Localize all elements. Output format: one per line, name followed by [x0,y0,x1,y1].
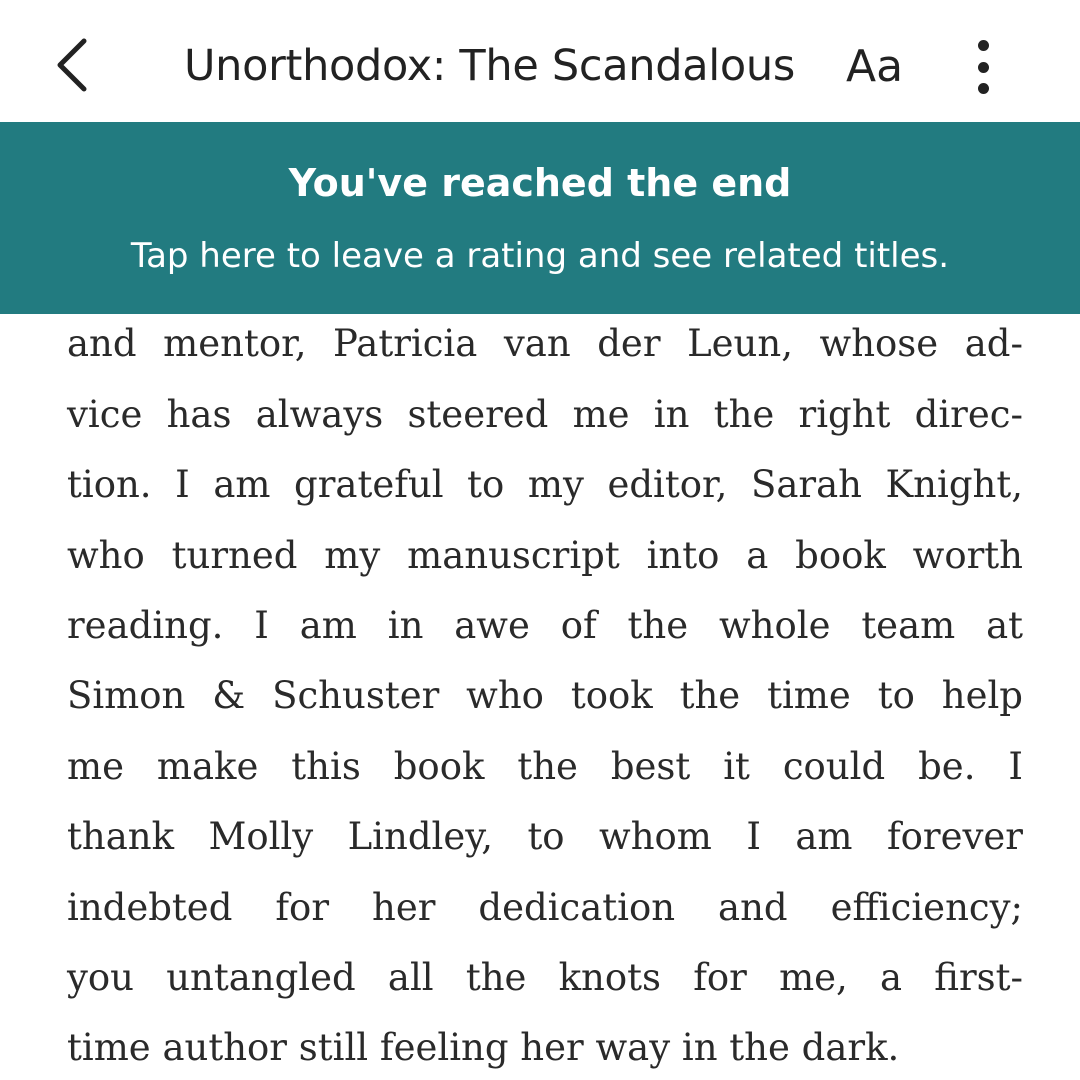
text-line: who turned my manuscript into a book worth [67,533,1023,577]
text-line: Simon & Schuster who took the time to help [67,674,1023,718]
book-title: Unorthodox: The Scandalous [184,41,795,91]
top-app-bar [0,0,1080,122]
text-line: thank Molly Lindley, to whom I am forever [67,815,1023,859]
text-line: and mentor, Patricia van der Leun, whose ad- [67,322,1023,366]
vertical-ellipsis-icon [978,40,989,51]
banner-subtitle: Tap here to leave a rating and see related titles. [130,236,950,276]
vertical-ellipsis-icon [978,83,989,94]
end-of-book-banner[interactable] [0,122,1080,314]
text-line: me make this book the best it could be. I [67,744,1023,788]
book-page-text [67,239,1023,1080]
text-line: time author still feeling her way in the dark. [67,1026,900,1070]
text-line: reading. I am in awe of the whole team at [67,603,1023,647]
banner-title: You've reached the end [288,161,792,205]
text-line: vice has always steered me in the right direc- [67,392,1023,436]
vertical-ellipsis-icon [978,62,989,73]
text-line: tion. I am grateful to my editor, Sarah Knight, [67,463,1023,507]
text-line: you untangled all the knots for me, a first- [67,955,1023,999]
text-line: indebted for her dedication and efficiency; [67,885,1023,929]
back-button[interactable] [44,30,100,100]
font-settings-button[interactable]: Aa [846,41,904,92]
chevron-left-icon [54,37,90,93]
more-options-button[interactable] [960,34,1006,100]
